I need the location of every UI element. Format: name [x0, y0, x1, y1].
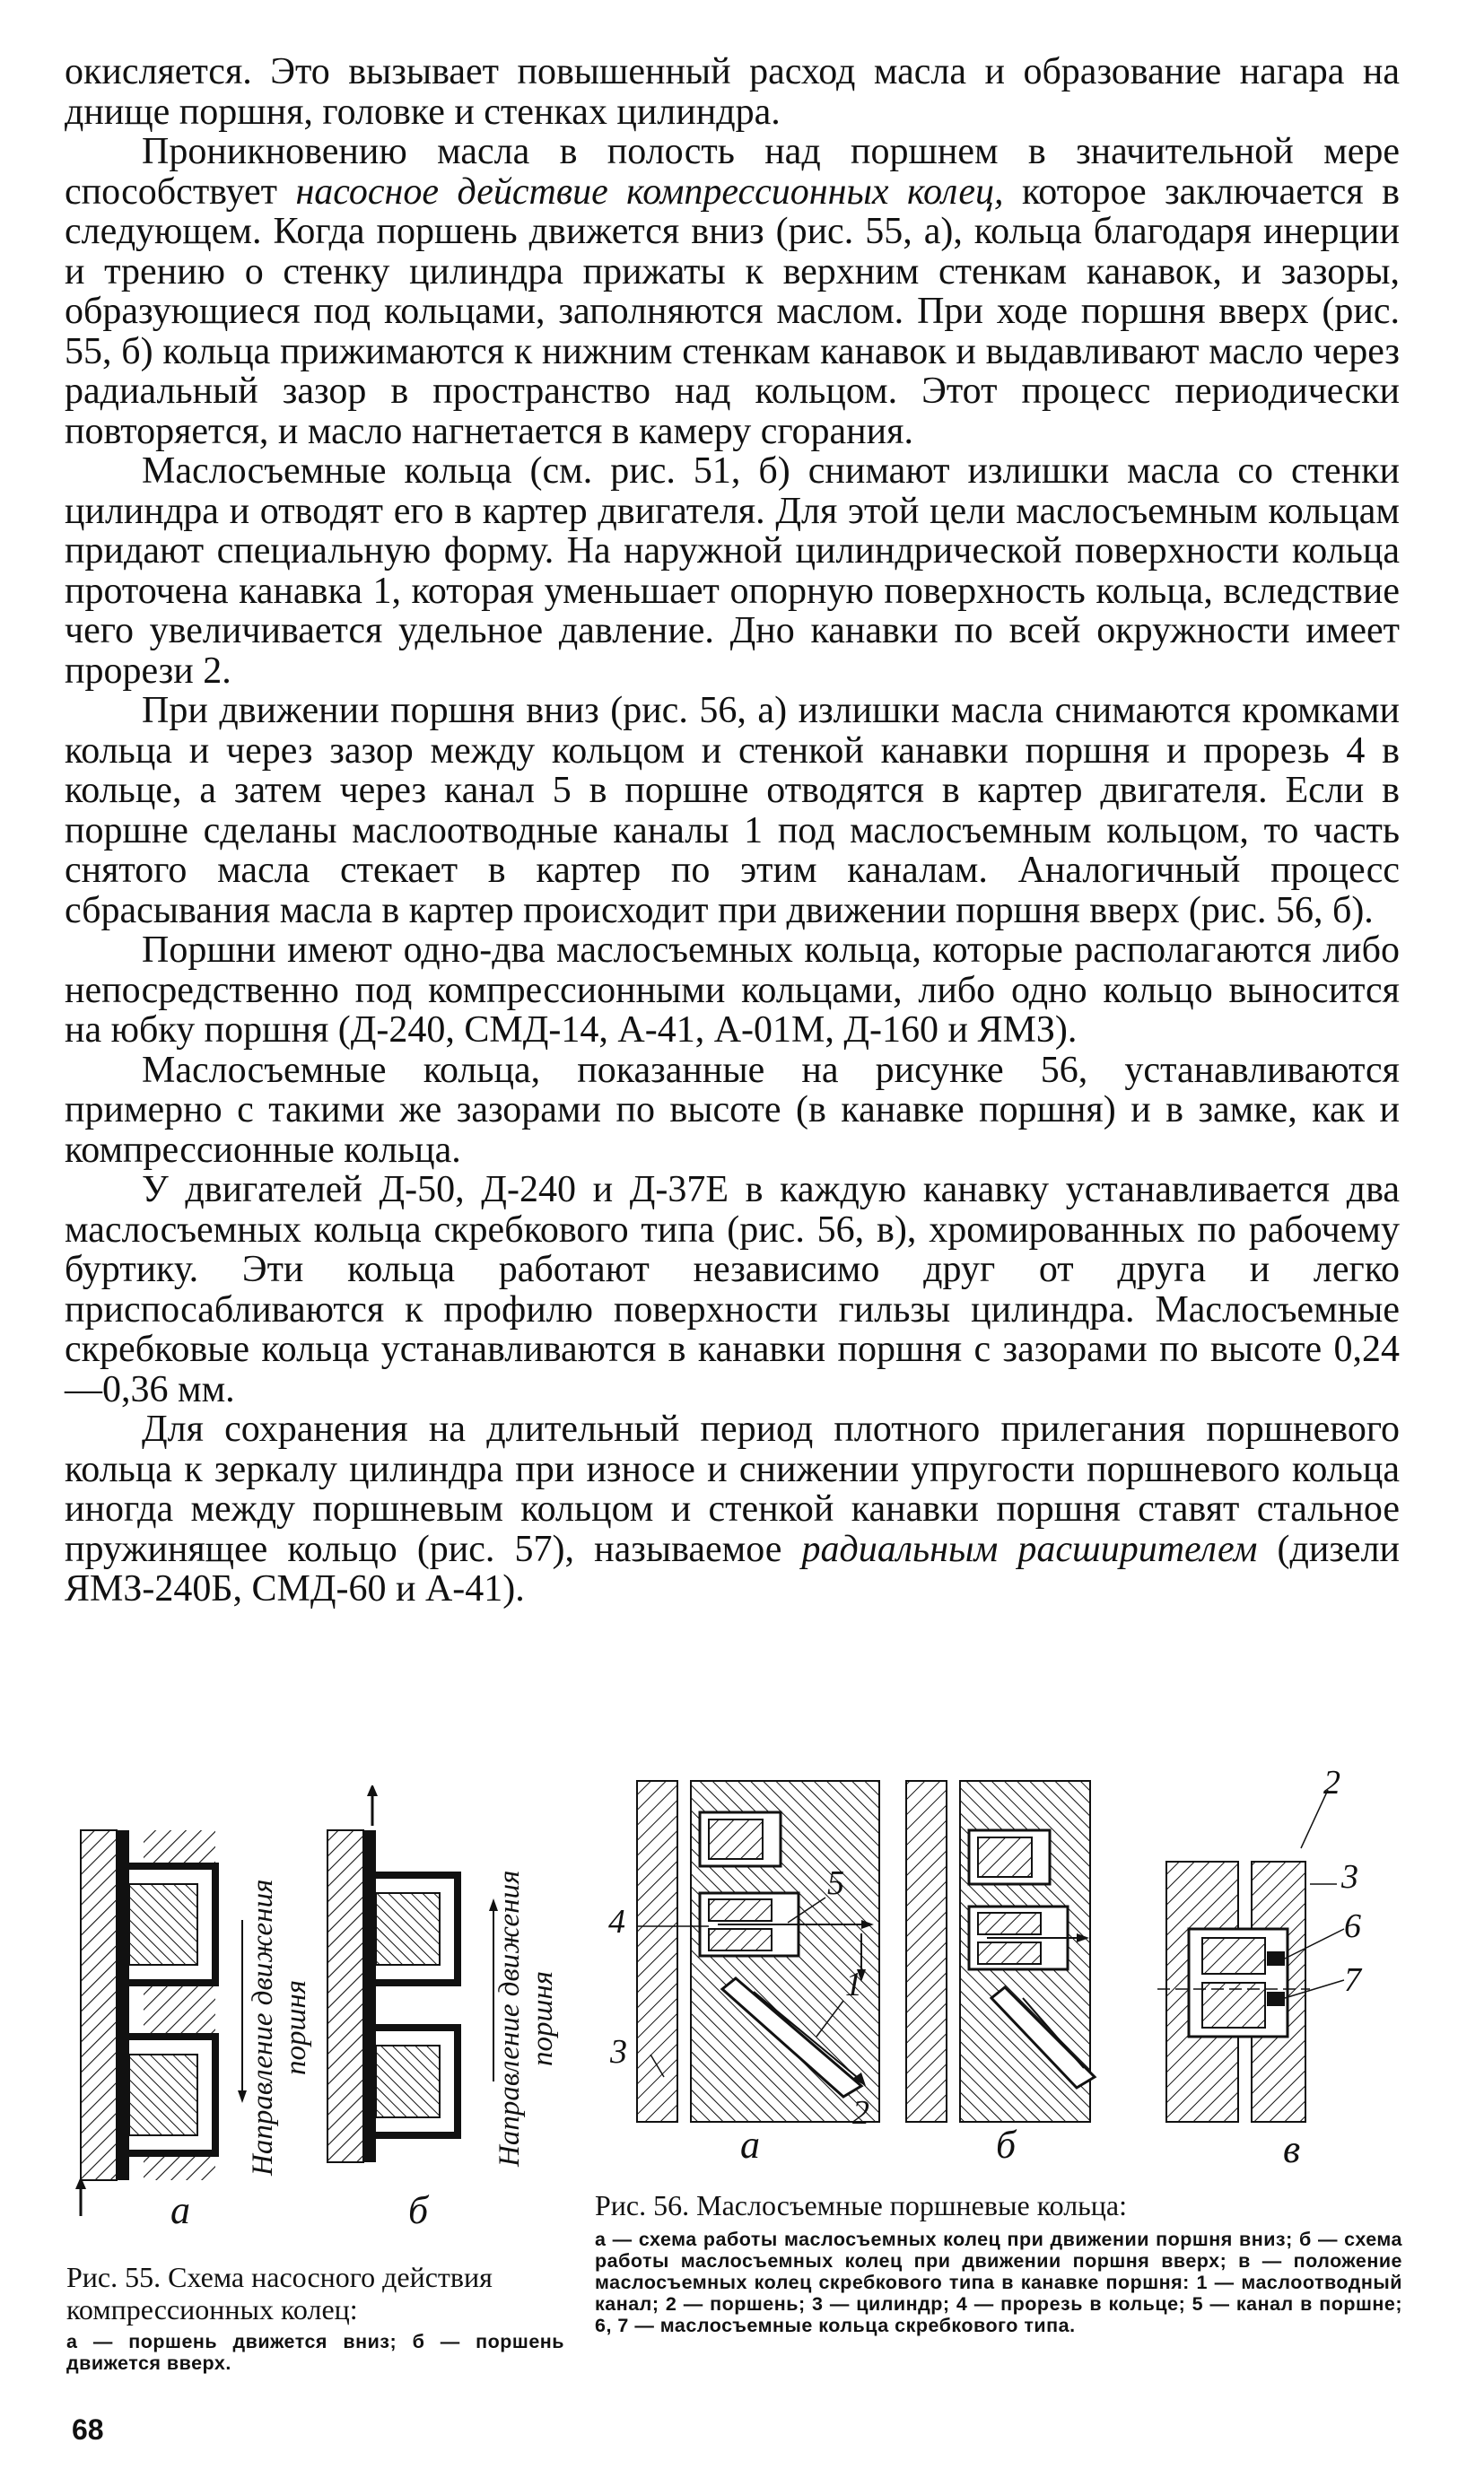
fig56-label-a: а: [740, 2123, 760, 2167]
fig56-num-1: 1: [845, 1966, 862, 2003]
fig56-num-3: 3: [610, 2033, 627, 2071]
direction-label-b: Направление движения поршня: [493, 1870, 559, 2168]
paragraph-7: У двигателей Д-50, Д-240 и Д-37Е в каждую канавку устанавливается два маслосъемных кольца скребкового типа (рис. 56, в), хромированных по рабочему буртику. Эти кольца работают независимо друг от друга и легко приспосабливаются к профилю поверхности гильзы цилиндра. Маслосъемные скребковые кольца устанавливаются в канавки поршня с зазорами по высоте 0,24—0,36 мм.: [65, 1169, 1400, 1410]
paragraph-4: При движении поршня вниз (рис. 56, а) излишки масла снимаются кромками кольца и через зазор между кольцом и стенкой канавки поршня и прорезь 4 в кольце, а затем через канал 5 в поршне отводятся в картер двигателя. Если в поршне сделаны маслоотводные каналы 1 под маслосъемным кольцом, то часть снятого масла стекает в картер по этим каналам. Аналогичный процесс сбрасывания масла в картер происходит при движении поршня вверх (рис. 56, б).: [65, 690, 1400, 931]
paragraph-5: Поршни имеют одно-два маслосъемных кольца, которые располагаются либо непосредственно под компрессионными кольцами, либо одно кольцо выносится на юбку поршня (Д-240, СМД-14, А-41, А-01М, Д-160 и ЯМЗ).: [65, 929, 1400, 1051]
oil-ring-scheme-v: [1157, 1862, 1310, 2122]
body-text: [65, 52, 1400, 1610]
paragraph-2-end: которое заключается в следующем. Когда поршень движется вниз (рис. 55, а), кольца благодаря инерции и трению о стенку цилиндра прижаты к верхним стенкам канавок, и зазоры, образующиеся под кольцами, заполняются маслом. При ходе поршня вверх (рис. 55, б) кольца прижимаются к нижним стенкам канавок и выдавливают масло через радиальный зазор в пространство над кольцом. Этот процесс периодически повторяется, и масло нагнетается в камеру сгорания.: [65, 170, 1400, 452]
figure-56: [592, 1763, 1427, 2185]
fig56-caption-legend: а — схема работы маслосъемных колец при движении поршня вниз; б — схема работы маслосъемных колец при движении поршня вверх; в — положение маслосъемных колец скребкового типа в канавке поршня: 1 — маслоотводный канал; 2 — поршень; 3 — цилиндр; 4 — прорезь в кольце; 5 — канал в поршне; 6, 7 — маслосъемные кольца скребкового типа.: [595, 2229, 1402, 2336]
paragraph-2: [65, 132, 1400, 451]
fig56-num-2: 2: [852, 2094, 869, 2132]
fig56-num-7: 7: [1344, 1961, 1361, 1999]
paragraph-6: Маслосъемные кольца, показанные на рисунке 56, устанавливаются примерно с такими же зазорами по высоте (в канавке поршня) и в замке, как и компрессионные кольца.: [65, 1049, 1400, 1171]
fig56-num-6: 6: [1344, 1907, 1361, 1945]
figure-55: [63, 1785, 565, 2252]
fig55-label-a: а: [170, 2188, 190, 2232]
fig56-label-v: в: [1283, 2127, 1301, 2171]
fig56-caption-title: Рис. 56. Маслосъемные поршневые кольца:: [595, 2189, 1127, 2221]
paragraph-3: Маслосъемные кольца (см. рис. 51, б) снимают излишки масла со стенки цилиндра и отводят его в картер двигателя. Для этой цели маслосъемным кольцам придают специальную форму. На наружной цилиндрической поверхности кольца проточена канавка 1, которая уменьшает опорную поверхность кольца, вследствие чего увеличивается удельное давление. Дно канавки по всей окружности имеет прорези 2.: [65, 450, 1400, 692]
oil-ring-scheme-b: [906, 1781, 1095, 2122]
direction-label-a: Направление движения поршня: [247, 1879, 312, 2177]
pump-scheme-b: [327, 1785, 458, 2162]
paragraph-2-emphasis: насосное действие компрессионных колец,: [295, 170, 1004, 213]
fig56-num-2-v: 2: [1323, 1764, 1340, 1802]
fig56-label-b: б: [996, 2123, 1017, 2167]
fig55-label-b: б: [408, 2188, 429, 2232]
fig56-num-5: 5: [827, 1864, 844, 1902]
paragraph-8-end: (дизели ЯМЗ-240Б, СМД-60 и А-41).: [65, 1528, 1401, 1610]
figure-56-caption: [595, 2189, 1402, 2336]
paragraph-8-start: Для сохранения на длительный период плотного прилегания поршневого кольца к зеркалу цилиндра при износе и снижении упругости поршневого кольца иногда между поршневым кольцом и стенкой канавки поршня ставят стальное пружинящее кольцо (рис. 57), называемое: [65, 1409, 1400, 1570]
fig56-num-3-v: 3: [1341, 1858, 1358, 1896]
fig55-caption-title: Рис. 55. Схема насосного действия компрессионных колец:: [66, 2261, 493, 2326]
paragraph-8-emphasis: радиальным расширителем: [801, 1528, 1258, 1570]
figure-55-drawing: [63, 1785, 565, 2252]
paragraph-2-start: Проникновению масла в полость над поршнем в значительной мере способствует: [65, 131, 1400, 213]
figure-55-caption: [66, 2261, 564, 2374]
paragraph-1: окисляется. Это вызывает повышенный расход масла и образование нагара на днище поршня, головке и стенках цилиндра.: [65, 51, 1400, 133]
page-number: 68: [72, 2413, 104, 2446]
paragraph-8: [65, 1409, 1400, 1610]
fig55-caption-legend: а — поршень движется вниз; б — поршень движется вверх.: [66, 2331, 564, 2374]
fig56-num-4: 4: [608, 1903, 625, 1941]
oil-ring-scheme-a: [637, 1781, 879, 2122]
pump-scheme-a: [75, 1830, 215, 2216]
